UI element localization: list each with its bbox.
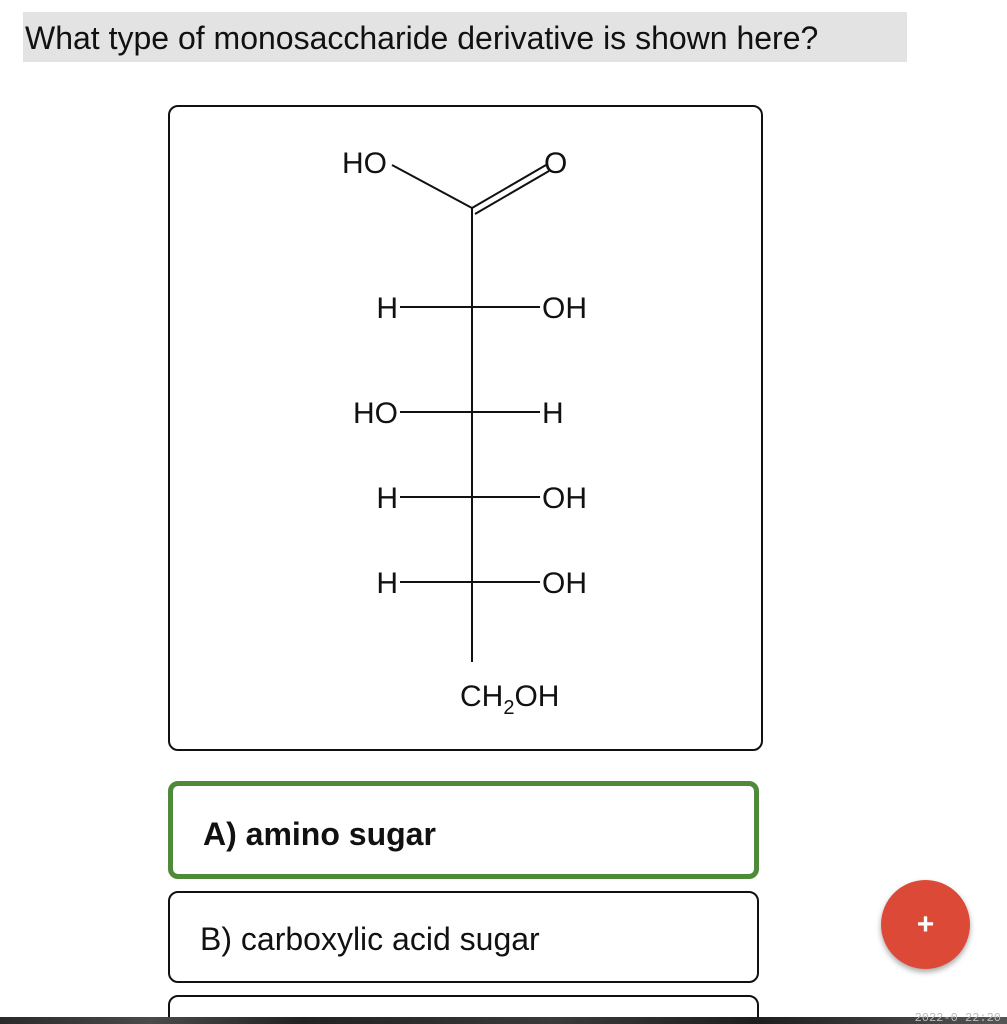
row-3-left: H	[376, 482, 398, 515]
question-text: What type of monosaccharide derivative is shown here?	[25, 20, 819, 56]
hydroxyl-bond	[392, 165, 472, 208]
row-3-right: OH	[542, 482, 587, 515]
add-button[interactable]	[881, 880, 970, 969]
fischer-projection	[170, 107, 761, 749]
option-a-label: A) amino sugar	[203, 816, 436, 852]
row-4-left: H	[376, 567, 398, 600]
bottom-end: OH	[514, 680, 560, 713]
option-b[interactable]	[168, 891, 759, 983]
plus-icon: +	[916, 908, 935, 941]
question-bar	[23, 12, 907, 62]
carbonyl-bond-1	[472, 165, 546, 208]
top-left-label: HO	[342, 147, 387, 180]
row-1-left: H	[376, 292, 398, 325]
row-4-right: OH	[542, 567, 587, 600]
structure-card	[168, 105, 763, 751]
bottom-main: CH	[460, 680, 504, 713]
row-2-left: HO	[353, 397, 398, 430]
bottom-subscript: 2	[503, 697, 515, 719]
row-1-right: OH	[542, 292, 587, 325]
carbonyl-bond-2	[475, 171, 549, 214]
taskbar-clock: 2022-0 22:20	[914, 1011, 1001, 1024]
bottom-group	[460, 680, 559, 719]
taskbar-strip	[0, 1011, 1007, 1024]
option-b-label: B) carboxylic acid sugar	[200, 921, 540, 957]
option-a[interactable]	[168, 781, 759, 879]
row-2-right: H	[542, 397, 564, 430]
top-right-label: O	[544, 147, 568, 180]
